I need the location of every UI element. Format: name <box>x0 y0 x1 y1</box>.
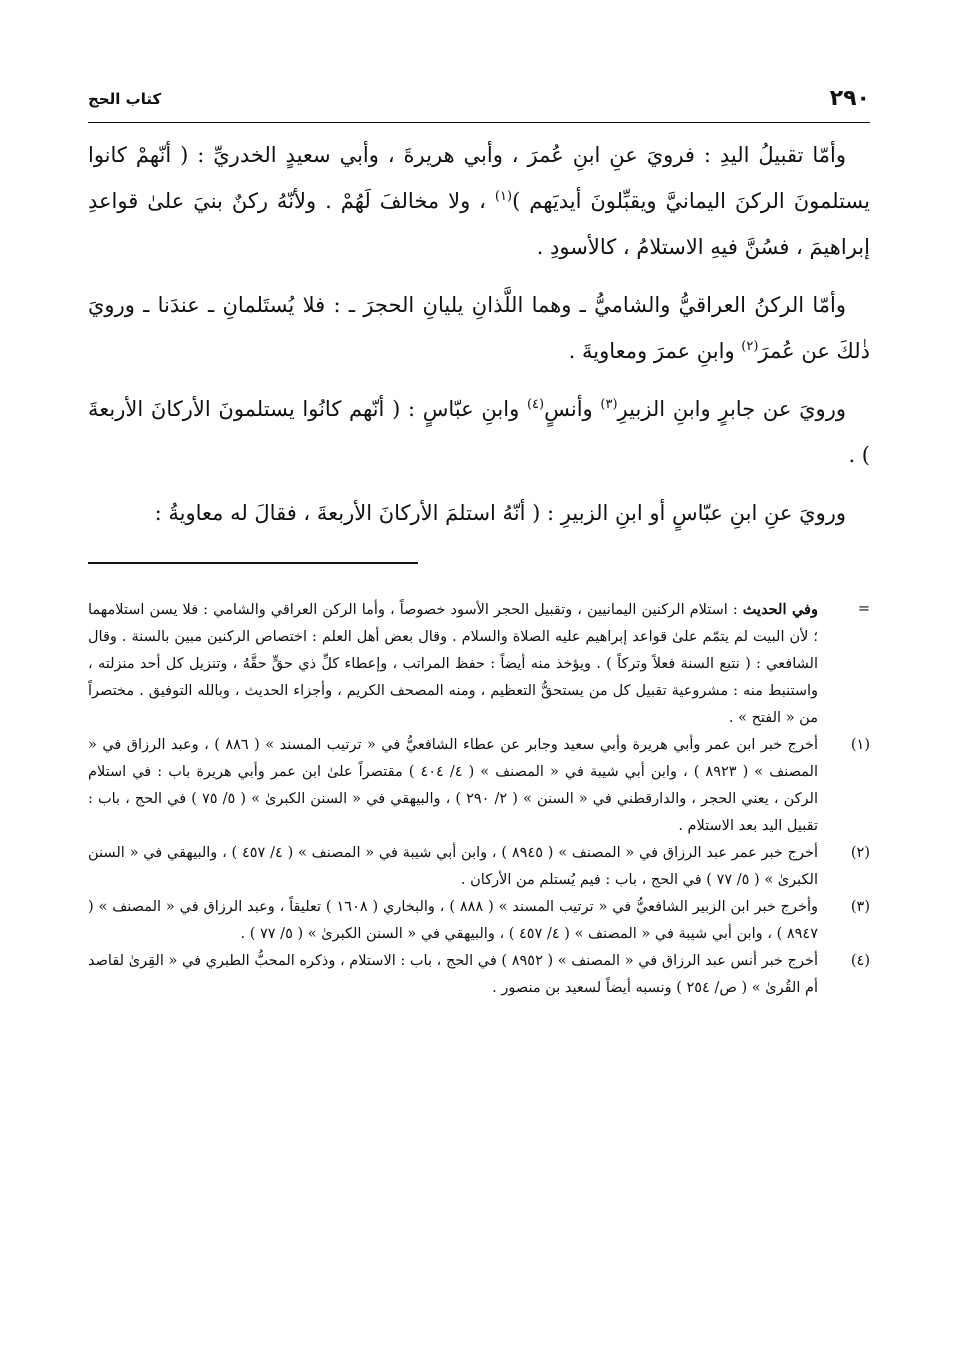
footnote-ref-4[interactable]: (٤) <box>526 397 545 412</box>
footnote-ref-1[interactable]: (١) <box>494 189 513 204</box>
book-title: كتاب الحج <box>88 90 162 108</box>
footnote-separator <box>88 562 418 564</box>
running-header <box>88 86 870 120</box>
footnotes <box>88 596 870 1002</box>
footnote-2 <box>88 840 870 894</box>
header-rule <box>88 122 870 123</box>
footnote-number: (٢) <box>850 845 870 861</box>
footnote-3 <box>88 894 870 948</box>
main-text <box>88 132 870 564</box>
footnote-number: (١) <box>850 737 870 753</box>
page-number: ٢٩٠ <box>829 86 870 111</box>
footnote-continuation: = وفي الحديث : استلام الركنين اليمانيين ، وتقبيل الحجر الأسود خصوصاً ، وأما الركن العراقي والشامي : فلا يسن استلامهما ؛ لأن البيت لم يتمّم علىٰ قواعد إبراهيم عليه الصلاة والسلام . وقال بعض أهل العلم : اختصاص الركنين مبين بالسنة . وقال الشافعي : ( نتبع السنة فعلاً وتركاً ) . ويؤخذ منه أيضاً : حفظ المراتب ، وإعطاء كلِّ ذي حقٍّ حقَّهُ ، وتنزيل كل أحد منزلته ، واستنبط منه : مشروعية تقبيل كل من يستحقُّ التعظيم ، ومنه المصحف الكريم ، وأجزاء الحديث ، وبالله التوفيق . مختصراً من « الفتح » . <box>88 596 870 732</box>
paragraph-hand-kissing: وأمّا تقبيلُ اليدِ : فرويَ عنِ ابنِ عُمرَ ، وأبي هريرةَ ، وأبي سعيدٍ الخدريِّ : ( أنّهمْ كانوا يستلمونَ الركنَ اليمانيَّ ويقبِّلونَ أيديَهم )$^{(١)}$ ، ولا مخالفَ لَهُمْ . ولأنّهُ ركنٌ بنيَ علىٰ قواعدِ إبراهيمَ ، فسُنَّ فيهِ الاستلامُ ، كالأسودِ . <box>88 143 870 259</box>
footnote-text: أخرج خبر عمر عبد الرزاق في « المصنف » ( ٨٩٤٥ ) ، وابن أبي شيبة في « المصنف » ( ٤/ ٤٥٧ ) ، والبيهقي في « السنن الكبرىٰ » ( ٥/ ٧٧ ) في الحج ، باب : فيم يُستلم من الأركان . <box>88 845 819 888</box>
footnote-number: (٣) <box>850 899 870 915</box>
footnote-ref-2[interactable]: (٢) <box>741 339 759 354</box>
paragraph-four-corners: ورويَ عن جابرٍ وابنِ الزبيرِ$^{(٣)}$ وأنسٍ$^{(٤)}$ وابنِ عبّاسٍ : ( أنّهم كانُوا يستلمونَ الأركانَ الأربعةَ ) . <box>88 397 870 467</box>
footnote-1 <box>88 732 870 840</box>
footnote-ref-3[interactable]: (٣) <box>600 397 618 412</box>
paragraph-iraqi-shami-corners: وأمّا الركنُ العراقيُّ والشاميُّ ـ وهما اللَّذانِ يليانِ الحجرَ ـ : فلا يُستَلمانِ ـ عندَنا ـ ورويَ ذٰلكَ عن عُمرَ$^{(٢)}$ وابنِ عمرَ ومعاويةَ . <box>88 293 870 363</box>
continuation-mark: = <box>857 601 870 617</box>
footnote-text: وأخرج خبر ابن الزبير الشافعيُّ في « ترتيب المسند » ( ٨٨٨ ) ، والبخاري ( ١٦٠٨ ) تعليقاً ، وعبد الرزاق في « المصنف » ( ٨٩٤٧ ) ، وابن أبي شيبة في « المصنف » ( ٤/ ٤٥٧ ) ، والبيهقي في « السنن الكبرىٰ » ( ٥/ ٧٧ ) . <box>88 899 818 942</box>
footnote-text: أخرج خبر ابن عمر وأبي هريرة وأبي سعيد وجابر عن عطاء الشافعيُّ في « ترتيب المسند » ( ٨٨٦ ) ، وعبد الرزاق في « المصنف » ( ٨٩٢٣ ) ، وابن أبي شيبة في « المصنف » ( ٤/ ٤٠٤ ) مقتصراً علىٰ ابن عمر وأبي هريرة باب : في استلام الركن ، يعني الحجر ، والدارقطني في « السنن » ( ٢/ ٢٩٠ ) ، والبيهقي في « السنن الكبرىٰ » ( ٥/ ٧٥ ) في الحج ، باب : تقبيل اليد بعد الاستلام . <box>88 737 819 834</box>
footnote-text: أخرج خبر أنس عبد الرزاق في « المصنف » ( ٨٩٥٢ ) في الحج ، باب : الاستلام ، وذكره المحبُّ الطبري في « القِرىٰ لقاصد أم القُرىٰ » ( ص/ ٢٥٤ ) ونسبه أيضاً لسعيد بن منصور . <box>88 953 818 996</box>
footnote-4 <box>88 948 870 1002</box>
footnote-number: (٤) <box>850 953 870 969</box>
paragraph-muawiya: ورويَ عنِ ابنِ عبّاسٍ أو ابنِ الزبيرِ : ( أنّهُ استلمَ الأركانَ الأربعةَ ، فقالَ له معاويةُ : <box>154 501 846 525</box>
